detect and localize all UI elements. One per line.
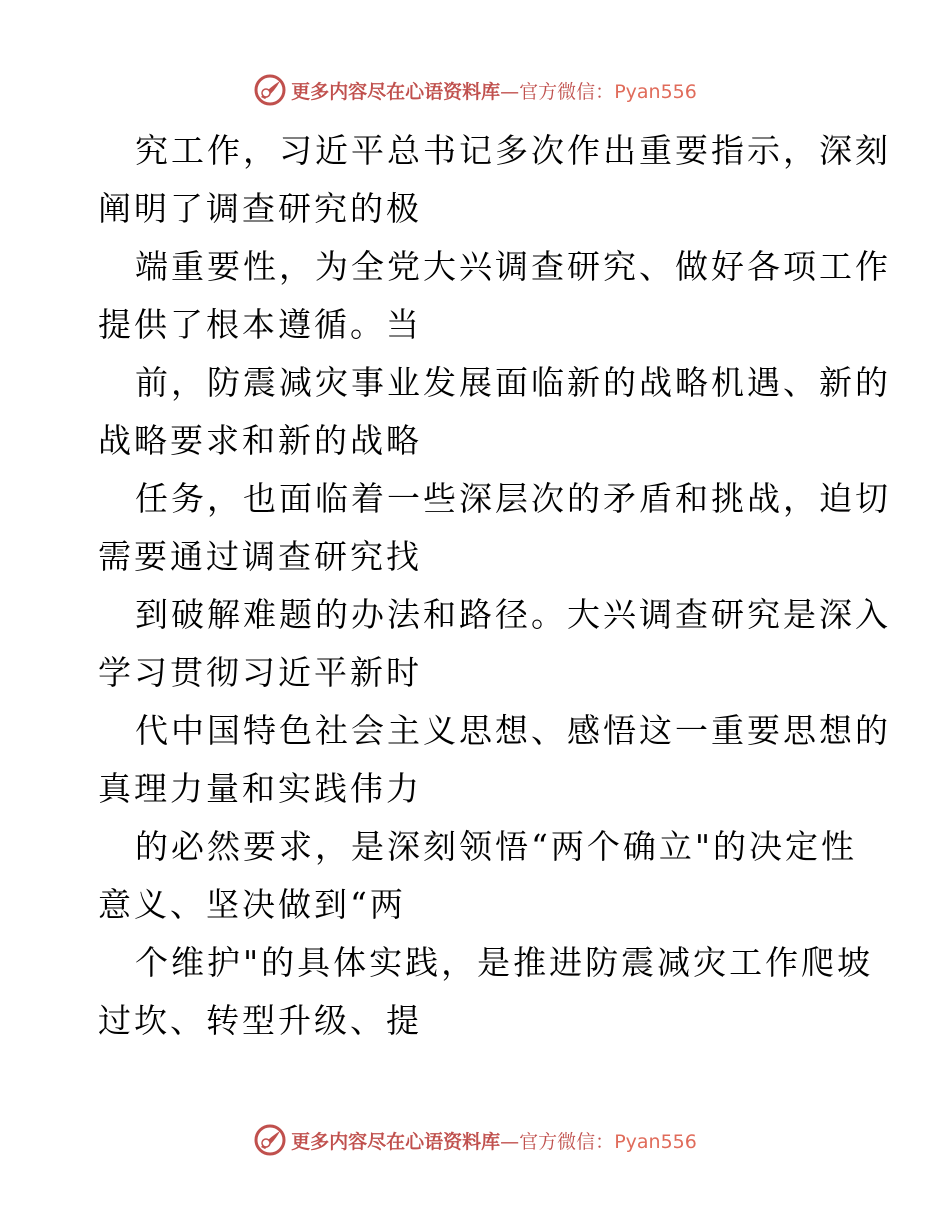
header-dash: — <box>500 80 520 103</box>
document-body <box>98 122 891 1050</box>
quill-book-logo-icon <box>253 1123 287 1157</box>
body-line: 过坎、转型升级、提 <box>98 1001 422 1040</box>
body-line: 究工作，习近平总书记多次作出重要指示，深刻 <box>135 131 891 170</box>
footer-banner <box>0 1120 950 1160</box>
body-line: 代中国特色社会主义思想、感悟这一重要思想的 <box>135 711 891 750</box>
body-line: 任务，也面临着一些深层次的矛盾和挑战，迫切 <box>135 479 891 518</box>
body-line: 端重要性，为全党大兴调查研究、做好各项工作 <box>135 247 891 286</box>
header-wechat-label: 官方微信： <box>519 80 615 103</box>
body-line: 前，防震减灾事业发展面临新的战略机遇、新的 <box>135 363 891 402</box>
body-line: 真理力量和实践伟力 <box>98 769 422 808</box>
body-line: 需要通过调查研究找 <box>98 537 422 576</box>
header-banner <box>0 70 950 110</box>
body-line: 个维护"的具体实践，是推进防震减灾工作爬坡 <box>135 943 874 982</box>
body-line: 学习贯彻习近平新时 <box>98 653 422 692</box>
body-line: 的必然要求，是深刻领悟“两个确立"的决定性 <box>135 827 858 866</box>
body-line: 提供了根本遵循。当 <box>98 305 422 344</box>
footer-banner-text <box>291 1127 697 1154</box>
body-line: 意义、坚决做到“两 <box>98 885 406 924</box>
footer-dash: — <box>500 1130 520 1153</box>
quill-book-logo-icon <box>253 73 287 107</box>
footer-brand: 更多内容尽在心语资料库 <box>291 1130 501 1153</box>
footer-wechat-label: 官方微信： <box>519 1130 615 1153</box>
header-brand: 更多内容尽在心语资料库 <box>291 80 501 103</box>
body-line: 阐明了调查研究的极 <box>98 189 422 228</box>
header-wechat-id: Pyan556 <box>614 80 697 103</box>
footer-wechat-id: Pyan556 <box>614 1130 697 1153</box>
body-line: 战略要求和新的战略 <box>98 421 422 460</box>
header-banner-text <box>291 77 697 104</box>
body-line: 到破解难题的办法和路径。大兴调查研究是深入 <box>135 595 891 634</box>
